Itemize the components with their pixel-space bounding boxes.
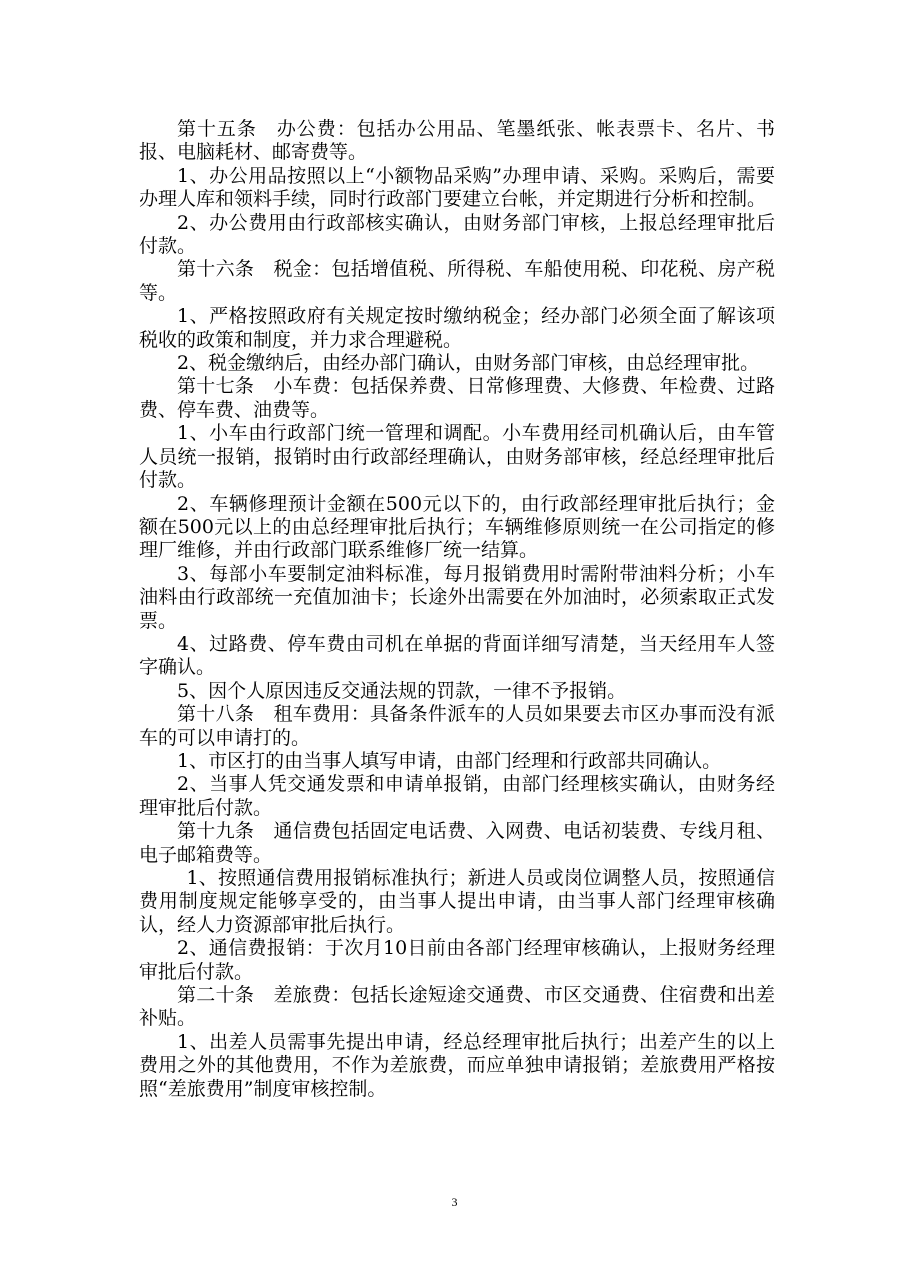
article-15-heading: 第十五条 办公费：包括办公用品、笔墨纸张、帐表票卡、名片、书报、电脑耗材、邮寄费等。 <box>139 118 775 164</box>
article-17-item-3: 3、每部小车要制定油料标准，每月报销费用时需附带油料分析；小车油料由行政部统一充值加油卡；长途外出需要在外加油时，必须索取正式发票。 <box>139 562 775 632</box>
article-17-heading: 第十七条 小车费：包括保养费、日常修理费、大修费、年检费、过路费、停车费、油费等。 <box>139 375 775 421</box>
article-15-item-1: 1、办公用品按照以上“小额物品采购”办理申请、采购。采购后，需要办理人库和领料手续，同时行政部门要建立台帐，并定期进行分析和控制。 <box>139 164 775 211</box>
article-17-item-1: 1、小车由行政部门统一管理和调配。小车费用经司机确认后，由车管人员统一报销，报销时由行政部经理确认，由财务部审核，经总经理审批后付款。 <box>139 422 775 492</box>
article-16-item-1: 1、严格按照政府有关规定按时缴纳税金；经办部门必须全面了解该项税收的政策和制度，并力求合理避税。 <box>139 305 775 351</box>
article-18-item-1: 1、市区打的由当事人填写申请，由部门经理和行政部共同确认。 <box>177 749 722 772</box>
article-19-item-1: 1、按照通信费用报销标准执行；新进人员或岗位调整人员，按照通信费用制度规定能够享受的，由当事人提出申请，由当事人部门经理审核确认，经人力资源部审批后执行。 <box>139 867 775 936</box>
document-body <box>139 118 775 1101</box>
article-15-item-2: 2、办公费用由行政部核实确认，由财务部门审核，上报总经理审批后付款。 <box>139 211 775 258</box>
article-19-item-2: 2、通信费报销：于次月10日前由各部门经理审核确认，上报财务经理审批后付款。 <box>139 937 775 983</box>
article-17-item-5: 5、因个人原因违反交通法规的罚款，一律不予报销。 <box>177 679 627 702</box>
article-17-item-2: 2、车辆修理预计金额在500元以下的，由行政部经理审批后执行；金额在500元以上的由总经理审批后执行；车辆维修原则统一在公司指定的修理厂维修，并由行政部门联系维修厂统一结算。 <box>139 492 775 562</box>
article-20-heading: 第二十条 差旅费：包括长途短途交通费、市区交通费、住宿费和出差补贴。 <box>139 984 775 1030</box>
article-18-item-2: 2、当事人凭交通发票和申请单报销，由部门经理核实确认，由财务经理审批后付款。 <box>139 773 775 819</box>
article-19-heading: 第十九条 通信费包括固定电话费、入网费、电话初装费、专线月租、电子邮箱费等。 <box>139 820 775 866</box>
article-17-item-4: 4、过路费、停车费由司机在单据的背面详细写清楚，当天经用车人签字确认。 <box>139 632 775 679</box>
article-16-item-2: 2、税金缴纳后，由经办部门确认，由财务部门审核，由总经理审批。 <box>177 352 760 375</box>
article-20-item-1: 1、出差人员需事先提出申请，经总经理审批后执行；出差产生的以上费用之外的其他费用，不作为差旅费，而应单独申请报销；差旅费用严格按照“差旅费用”制度审核控制。 <box>139 1030 775 1100</box>
article-18-heading: 第十八条 租车费用：具备条件派车的人员如果要去市区办事而没有派车的可以申请打的。 <box>139 703 775 749</box>
article-16-heading: 第十六条 税金：包括增值税、所得税、车船使用税、印花税、房产税等。 <box>139 258 775 304</box>
page-number: 3 <box>451 1195 458 1209</box>
